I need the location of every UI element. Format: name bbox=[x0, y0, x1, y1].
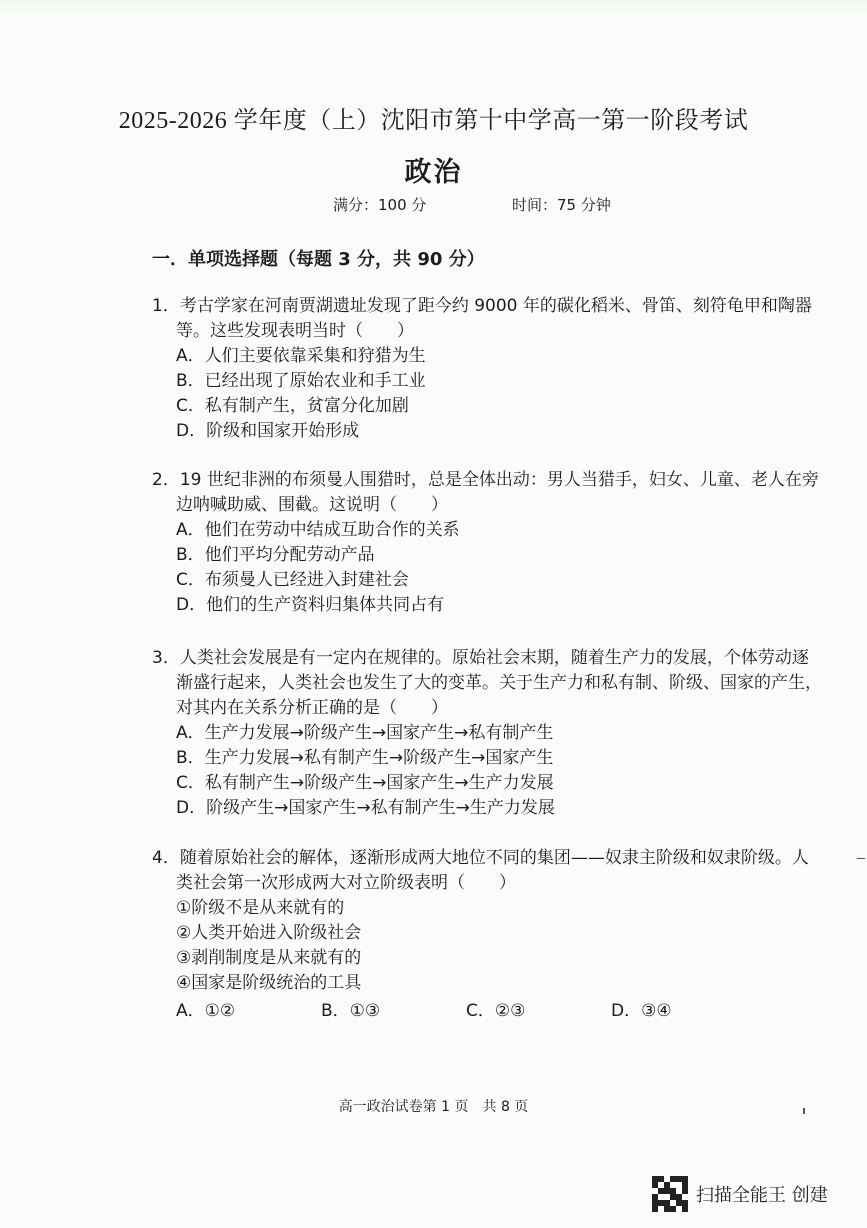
statement-1: ①阶级不是从来就有的 bbox=[176, 898, 345, 918]
option-a: A．他们在劳动中结成互助合作的关系 bbox=[176, 520, 460, 540]
question-4 bbox=[152, 846, 822, 1026]
option-b: B．已经出现了原始农业和手工业 bbox=[176, 371, 426, 391]
question-2 bbox=[152, 468, 822, 618]
scan-edge bbox=[0, 0, 867, 14]
option-b: B．他们平均分配劳动产品 bbox=[176, 545, 375, 565]
qr-code-icon bbox=[652, 1176, 688, 1212]
option-b: B．①③ bbox=[321, 1000, 381, 1021]
option-d: D．阶级和国家开始形成 bbox=[176, 421, 360, 441]
option-c: C．布须曼人已经进入封建社会 bbox=[176, 570, 409, 590]
section-heading: 一．单项选择题（每题 3 分，共 90 分） bbox=[152, 249, 485, 270]
option-c: C．私有制产生，贫富分化加剧 bbox=[176, 396, 409, 416]
option-row bbox=[152, 996, 822, 1026]
option-d: D．他们的生产资料归集体共同占有 bbox=[176, 595, 445, 615]
scan-mark bbox=[857, 858, 865, 859]
exam-title: 2025-2026 学年度（上）沈阳市第十中学高一第一阶段考试 bbox=[118, 108, 749, 134]
scanner-watermark bbox=[652, 1176, 828, 1212]
question-stem: 4．随着原始社会的解体，逐渐形成两大地位不同的集团——奴隶主阶级和奴隶阶级。人类社会第一次形成两大对立阶级表明（ ） bbox=[152, 848, 809, 893]
question-1 bbox=[152, 294, 822, 444]
question-3 bbox=[152, 646, 822, 821]
question-stem: 2．19 世纪非洲的布须曼人围猎时，总是全体出动：男人当猎手，妇女、儿童、老人在旁边呐喊助威、围截。这说明（ ） bbox=[152, 470, 819, 515]
scan-mark bbox=[803, 1108, 805, 1114]
option-b: B．生产力发展→私有制产生→阶级产生→国家产生 bbox=[176, 748, 554, 768]
question-stem: 3．人类社会发展是有一定内在规律的。原始社会末期，随着生产力的发展，个体劳动逐渐盛行起来，人类社会也发生了大的变革。关于生产力和私有制、阶级、国家的产生，对其内在关系分析正确的是（ ） bbox=[152, 648, 822, 718]
option-d: D．③④ bbox=[611, 1000, 672, 1021]
page-footer: 高一政治试卷第 1 页 共 8 页 bbox=[338, 1099, 529, 1115]
option-c: C．私有制产生→阶级产生→国家产生→生产力发展 bbox=[176, 773, 554, 793]
option-a: A．生产力发展→阶级产生→国家产生→私有制产生 bbox=[176, 723, 554, 743]
watermark-text: 扫描全能王 创建 bbox=[696, 1185, 828, 1206]
full-score: 满分：100 分 bbox=[333, 196, 427, 214]
option-a: A．①② bbox=[176, 1000, 236, 1021]
statement-2: ②人类开始进入阶级社会 bbox=[176, 923, 362, 943]
question-stem: 1．考古学家在河南贾湖遗址发现了距今约 9000 年的碳化稻米、骨笛、刻符龟甲和陶器等。这些发现表明当时（ ） bbox=[152, 296, 812, 341]
option-d: D．阶级产生→国家产生→私有制产生→生产力发展 bbox=[176, 798, 555, 818]
statement-4: ④国家是阶级统治的工具 bbox=[176, 973, 362, 993]
exam-time: 时间：75 分钟 bbox=[512, 196, 611, 214]
statement-3: ③剥削制度是从来就有的 bbox=[176, 948, 362, 968]
option-a: A．人们主要依靠采集和狩猎为生 bbox=[176, 346, 426, 366]
subject-title: 政治 bbox=[404, 157, 463, 188]
option-c: C．②③ bbox=[466, 1000, 526, 1021]
